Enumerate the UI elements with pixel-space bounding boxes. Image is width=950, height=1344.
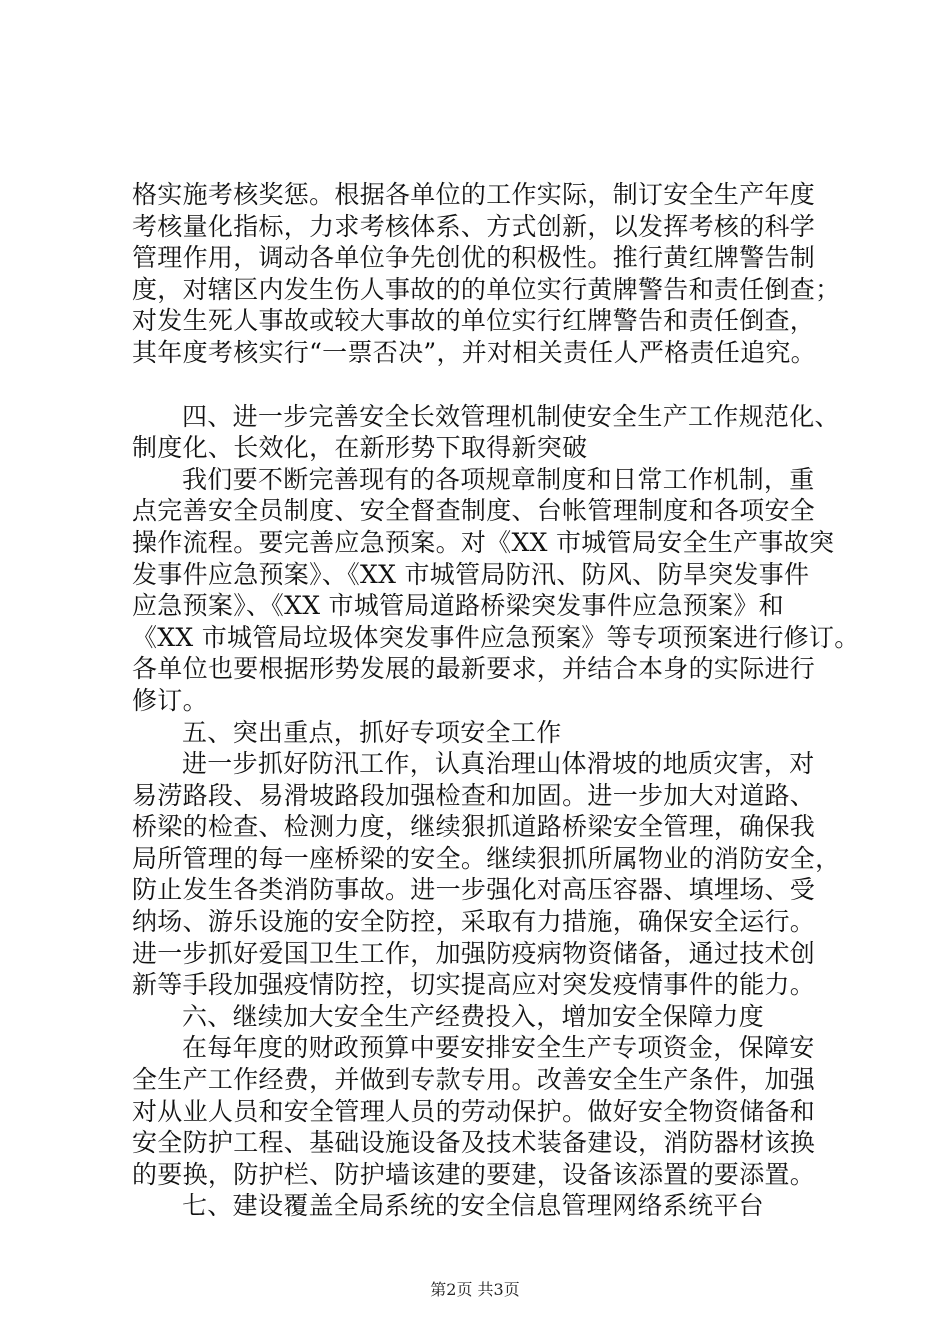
text-line: 安全防护工程、基础设施设备及技术装备建设，消防器材该换 <box>132 1128 816 1158</box>
text-line: 防止发生各类消防事故。进一步强化对高压容器、填埋场、受 <box>132 875 816 905</box>
text-line: 新等手段加强疫情防控，切实提高应对突发疫情事件的能力。 <box>132 970 816 1000</box>
text-line: 对从业人员和安全管理人员的劳动保护。做好安全物资储备和 <box>132 1096 816 1126</box>
heading-line: 制度化、长效化，在新形势下取得新突破 <box>132 433 588 463</box>
text-line: 格实施考核奖惩。根据各单位的工作实际，制订安全生产年度 <box>132 180 816 209</box>
text-line: 操作流程。要完善应急预案。对《XX 市城管局安全生产事故突 <box>132 527 835 557</box>
page-number-footer: 第2页 共3页 <box>430 1280 520 1299</box>
text-line: 对发生死人事故或较大事故的单位实行红牌警告和责任倒查， <box>132 306 816 336</box>
text-line: 发事件应急预案》、《XX 市城管局防汛、防风、防旱突发事件 <box>132 559 810 589</box>
text-line: 纳场、游乐设施的安全防控，采取有力措施，确保安全运行。 <box>132 907 816 937</box>
text-line: 考核量化指标，力求考核体系、方式创新，以发挥考核的科学 <box>132 211 816 241</box>
text-line: 点完善安全员制度、安全督查制度、台帐管理制度和各项安全 <box>132 496 816 526</box>
heading-line: 七、建设覆盖全局系统的安全信息管理网络系统平台 <box>182 1191 764 1221</box>
text-line: 度，对辖区内发生伤人事故的的单位实行黄牌警告和责任倒查； <box>132 274 841 304</box>
text-line: 其年度考核实行“一票否决”，并对相关责任人严格责任追究。 <box>132 337 816 367</box>
paragraph-spacer <box>132 369 832 401</box>
text-line: 修订。 <box>132 685 208 715</box>
heading-line: 六、继续加大安全生产经费投入，增加安全保障力度 <box>182 1001 764 1031</box>
paragraph-assessment-continued <box>132 179 841 369</box>
text-line: 局所管理的每一座桥梁的安全。继续狠抓所属物业的消防安全， <box>132 843 841 873</box>
text-line: 桥梁的检查、检测力度，继续狠抓道路桥梁安全管理，确保我 <box>132 812 816 842</box>
section-heading-4 <box>132 401 840 464</box>
text-line: 各单位也要根据形势发展的最新要求，并结合本身的实际进行 <box>132 654 816 684</box>
text-line: 全生产工作经费，并做到专款专用。改善安全生产条件，加强 <box>132 1065 816 1095</box>
section-heading-7 <box>132 1190 832 1222</box>
text-line: 的要换，防护栏、防护墙该建的要建，设备该添置的要添置。 <box>132 1159 816 1189</box>
text-line: 进一步抓好爱国卫生工作，加强防疫病物资储备，通过技术创 <box>132 938 816 968</box>
paragraph-section-5 <box>132 748 841 1001</box>
text-line: 《XX 市城管局垃圾体突发事件应急预案》等专项预案进行修订。 <box>132 622 860 652</box>
heading-line: 五、突出重点，抓好专项安全工作 <box>182 717 562 747</box>
text-line: 应急预案》、《XX 市城管局道路桥梁突发事件应急预案》和 <box>132 591 784 621</box>
paragraph-section-6 <box>132 1032 832 1190</box>
text-line: 易涝路段、易滑坡路段加强检查和加固。进一步加大对道路、 <box>132 780 816 810</box>
text-line: 进一步抓好防汛工作，认真治理山体滑坡的地质灾害，对 <box>182 749 815 779</box>
text-line: 在每年度的财政预算中要安排安全生产专项资金，保障安 <box>182 1033 815 1063</box>
section-heading-5 <box>132 717 832 749</box>
heading-line: 四、进一步完善安全长效管理机制使安全生产工作规范化、 <box>182 401 840 431</box>
paragraph-section-4 <box>132 464 860 717</box>
text-line: 我们要不断完善现有的各项规章制度和日常工作机制，重 <box>182 464 815 494</box>
text-line: 管理作用，调动各单位争先创优的积极性。推行黄红牌警告制 <box>132 243 816 273</box>
section-heading-6 <box>132 1001 832 1033</box>
document-body <box>132 179 860 1222</box>
